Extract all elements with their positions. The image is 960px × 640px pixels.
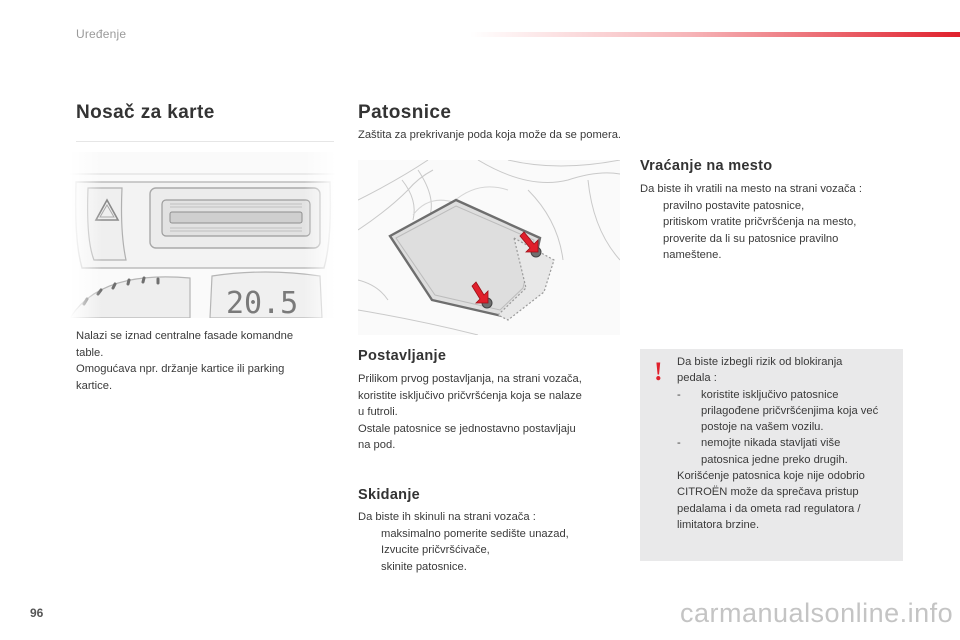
list-item-continuation: nameštene. <box>663 249 722 261</box>
list-item: skinite patosnice. <box>381 560 467 573</box>
page-number: 96 <box>30 606 44 620</box>
warning-footer-line: limitatora brzine. <box>677 518 760 531</box>
list-item: Izvucite pričvršćivače, <box>381 544 490 556</box>
dash-marker: - <box>677 437 681 450</box>
floor-mat-illustration <box>358 160 620 335</box>
remove-title: Skidanje <box>358 487 421 503</box>
install-line: na pod. <box>358 439 396 451</box>
install-line: Ostale patosnice se jednostavno postavljaju <box>358 422 576 435</box>
install-text <box>358 371 582 454</box>
section-label: Uređenje <box>76 27 127 41</box>
floor-mats-title: Patosnice <box>358 102 452 123</box>
warning-box <box>640 349 903 561</box>
remove-intro: Da biste ih skinuli na strani vozača : <box>358 511 536 523</box>
remove-text <box>358 509 569 575</box>
list-item: maksimalno pomerite sedište unazad, <box>381 527 569 540</box>
warning-footer-line: Korišćenje patosnica koje nije odobrio <box>677 470 865 483</box>
warning-dash-item: - koristite isključivo patosnice prilagođene pričvršćenjima koja već postoje na vašem vozilu. <box>677 388 879 434</box>
watermark: carmanualsonline.info <box>680 598 954 628</box>
card-holder-illustration <box>70 152 336 318</box>
card-holder-text <box>76 328 293 394</box>
warning-dash-item: - nemojte nikada stavljati više patosnica jedne preko drugih. <box>677 437 848 466</box>
dash-marker: - <box>677 388 681 401</box>
install-line: u futroli. <box>358 406 398 418</box>
list-item: pravilno postavite patosnice, <box>663 199 805 212</box>
refit-title: Vraćanje na mesto <box>640 158 773 174</box>
warning-line: Da biste izbegli rizik od blokiranja <box>677 356 843 368</box>
card-holder-line: table. <box>76 346 104 359</box>
install-title: Postavljanje <box>358 348 447 364</box>
floor-mats-intro: Zaštita za prekrivanje poda koja može da se pomera. <box>358 129 622 141</box>
warning-footer-line: CITROËN može da sprečava pristup <box>677 486 859 499</box>
refit-intro: Da biste ih vratili na mesto na strani vozača : <box>640 183 862 195</box>
card-holder-line: kartice. <box>76 379 113 392</box>
install-line: Prilikom prvog postavljanja, na strani vozača, <box>358 373 582 385</box>
header-accent-bar <box>470 32 960 37</box>
refit-text <box>640 181 862 264</box>
card-holder-title: Nosač za karte <box>76 102 215 123</box>
warning-icon: ! <box>654 357 663 386</box>
list-item: proverite da li su patosnice pravilno <box>663 232 839 245</box>
title-divider <box>76 141 334 142</box>
refit-steps-list <box>640 198 862 264</box>
remove-steps-list <box>358 526 569 576</box>
card-holder-line: Omogućava npr. držanje kartice ili parking <box>76 363 285 375</box>
card-holder-line: Nalazi se iznad centralne fasade komandne <box>76 330 294 342</box>
list-item: pritiskom vratite pričvršćenja na mesto, <box>663 216 857 228</box>
warning-text <box>677 354 878 533</box>
install-line: koristite isključivo pričvršćenja koja se nalaze <box>358 389 582 402</box>
warning-footer-line: pedalama i da ometa rad regulatora / <box>677 502 861 515</box>
warning-line: pedala : <box>677 372 717 385</box>
